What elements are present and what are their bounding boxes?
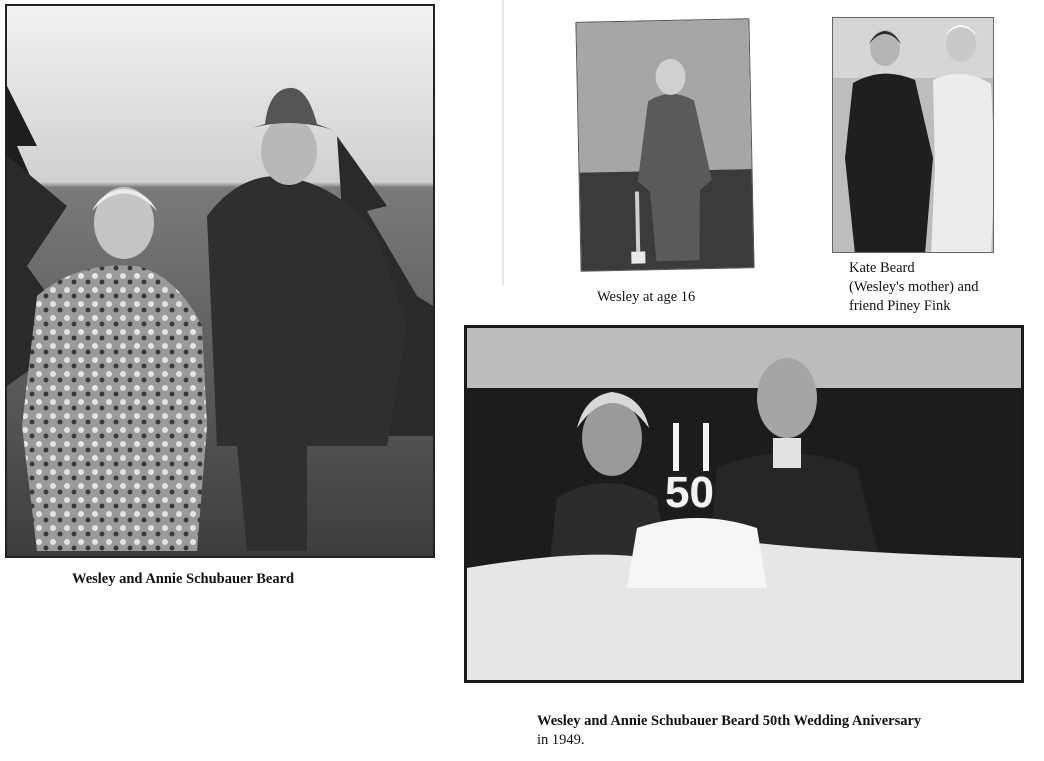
cake-number-50: 50 bbox=[665, 468, 714, 517]
anniversary-caption bbox=[537, 712, 921, 750]
kate-beard-caption bbox=[849, 259, 979, 316]
anniversary-caption-line-2: in 1949. bbox=[537, 732, 585, 748]
anniversary-photo bbox=[464, 325, 1024, 683]
wesley-age-16-photo bbox=[575, 18, 754, 272]
kate-beard-photo bbox=[832, 17, 994, 253]
couple-photo bbox=[5, 4, 435, 558]
page-fold-line bbox=[502, 0, 504, 285]
wesley-age-16-caption: Wesley at age 16 bbox=[597, 289, 696, 305]
kate-caption-line-3: friend Piney Fink bbox=[849, 298, 951, 314]
couple-photo-caption: Wesley and Annie Schubauer Beard bbox=[72, 571, 295, 587]
anniversary-caption-line-1: Wesley and Annie Schubauer Beard 50th Wedding Aniversary bbox=[537, 713, 922, 729]
kate-caption-line-1: Kate Beard bbox=[849, 260, 915, 276]
kate-caption-line-2: (Wesley's mother) and bbox=[849, 279, 979, 295]
